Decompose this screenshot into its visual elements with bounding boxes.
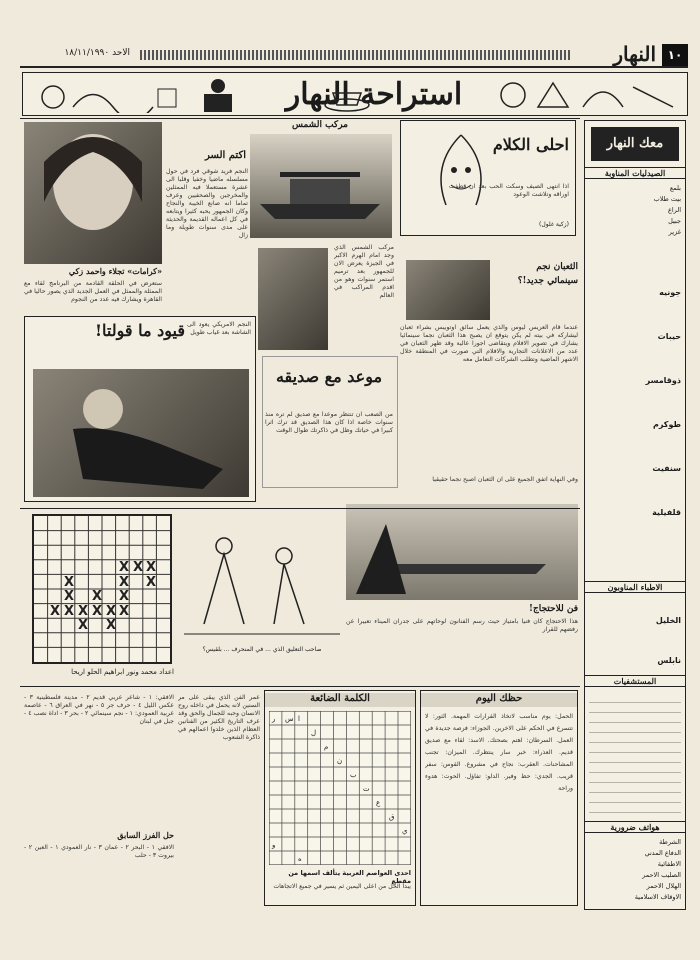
lower-left-text: الافقي: ١ - شاعر عربي قديم ٢ - مدينة فلسطينية ٣ - عكس الليل ٤ - حرف جر ٥ - نهر في العراق ٦ - عاصمة عربية العمودي: ١ - نجم سينمائي ٢ - بحر ٣ - اداة نصب ٤ - جبل في لبنان xyxy=(24,694,174,725)
cartoon-head-text: اذا انتهى الصيف وسكت الحب بعد ان قطفت اوراقه وتلاشت الوعود xyxy=(449,183,569,198)
region-item: سنفيت xyxy=(652,464,681,473)
region-item: نابلس xyxy=(657,656,681,665)
svg-text:ب: ب xyxy=(350,771,357,779)
region-item: جونيه xyxy=(659,288,681,297)
banner-title: استراحة النهار xyxy=(285,77,463,112)
doctors-title: الاطباء المناوبون xyxy=(585,581,685,593)
svg-text:X: X xyxy=(119,560,130,575)
svg-text:X: X xyxy=(133,560,144,575)
hospitals-list xyxy=(589,693,681,813)
region-item: طوكرم xyxy=(652,420,681,429)
svg-text:X: X xyxy=(106,604,117,619)
puzzle-grid[interactable] xyxy=(32,514,172,664)
paper-name: النهار xyxy=(613,42,656,66)
svg-text:X: X xyxy=(92,604,103,619)
middle-text: وفي النهاية اتفق الجميع على ان الثعبان اصبح نجما حقيقيا xyxy=(432,476,578,483)
phones-title: هواتف ضرورية xyxy=(585,821,685,833)
puzzle-grid-drawing xyxy=(34,516,170,662)
middle-lower-text: عمر الفن الذي يبقى على مر السنين لانه يحمل في داخله روح الانسان وحبه للجمال والحق وقد عرف التاريخ الكثير من الفنانين العظام الذين خلدوا اعمالهم في ذاكرة الشعوب xyxy=(178,694,260,741)
puzzle-credit: اعداد محمد ونور ابراهيم الحلو اريحا xyxy=(71,668,174,676)
sidebar xyxy=(584,120,686,910)
protest-text: هذا الاحتجاج كان فنيا بامتياز حيث رسم الفنانون لوحاتهم على جدران الميناء تعبيرا عن رفضهم للقرار xyxy=(346,618,578,633)
pharmacy-item: غزير xyxy=(668,228,681,236)
cartoon-head-title: احلى الكلام xyxy=(492,135,569,154)
snake-text: عندما قام العريس ليوس والذي يعمل سائق اوتوبيس بشراء ثعبان ليشاركه في بيته لم يكن يتوقع ان يصبح هذا الثعبان نجما سينمائيا يشارك في تصوير الافلام ويتقاضى اجورا عالية وقد ظهر الثعبان في عدد من الاعلانات التجارية والافلام التي صورت في المنطقة خلال الاشهر الماضية وتطلب الشركات التعامل معه xyxy=(400,324,578,363)
svg-text:ن: ن xyxy=(337,757,343,765)
bitter-title: اكتم السر xyxy=(205,150,246,161)
pharmacy-item: جبيل xyxy=(668,217,681,225)
phone-item: الدفاع المدني xyxy=(644,849,681,857)
pharmacies-list xyxy=(589,183,681,243)
svg-text:X: X xyxy=(64,604,75,619)
phone-item: الاطفائية xyxy=(657,860,681,868)
banner-cartoon-right-icon xyxy=(493,77,678,113)
svg-text:X: X xyxy=(64,589,75,604)
hospitals-title: المستشفيات xyxy=(585,675,685,687)
phones-list xyxy=(589,837,681,907)
cartoon-head-box xyxy=(400,120,576,236)
date-friend-title: موعد مع صديقه xyxy=(275,367,383,386)
region-item: حيبات xyxy=(657,332,681,341)
pharmacy-item: بلمع xyxy=(669,184,681,192)
crossword-text: يبدأ الحل من اعلى اليمين ثم يسير في جميع الاتجاهات xyxy=(273,883,411,890)
travolta-photo xyxy=(33,369,249,497)
daily-luck-text: الحمل: يوم مناسب لاتخاذ القرارات المهمة. الثور: لا تتسرع في الحكم على الاخرين. الجوزاء: فرصة جديدة في العمل. السرطان: اهتم بصحتك. الاسد: لقاء مع صديق قديم. العذراء: خبر سار ينتظرك. الميزان: تجنب المشاحنات. العقرب: نجاح في مشروع. القوس: سفر قريب. الجدي: حظ وفير. الدلو: تفاؤل. الحوت: هدوء وراحة xyxy=(425,713,573,792)
region-item: قلفيلية xyxy=(652,508,681,517)
svg-text:و: و xyxy=(272,841,276,849)
masthead xyxy=(20,44,688,68)
crossword-clue: احدى العواصم العربية يتألف اسمها من مقطع xyxy=(288,869,411,885)
svg-text:X: X xyxy=(92,589,103,604)
svg-text:X: X xyxy=(146,575,157,590)
cartoon-head-author: (زكية غلول) xyxy=(539,221,569,228)
travolta-text: النجم الامريكي يعود الى الشاشة بعد غياب طويل xyxy=(187,321,251,336)
masthead-date: الاحد ١٨/١١/١٩٩٠ xyxy=(64,48,130,58)
boat-title: مركب الشمس xyxy=(292,120,348,130)
daily-luck-title: حظك اليوم xyxy=(421,693,577,707)
phone-item: الهلال الاحمر xyxy=(646,882,681,890)
bitter-text: النجم فريد شوقي فرد في حول مسلسله ماضيا وخفيا وقلبا الى عشرة مستعملا فيه الممثلين والمخرجين والصحفيين وعرف تماما انه صانع الخيبة والنجاح وكان الجمهور يحبه كثيرا ويتابعه في كل اعماله القديمة والحديثة على مدى سنوات طويلة وما زال xyxy=(166,168,248,239)
daily-luck-box xyxy=(420,690,578,906)
coffee-cup-icon xyxy=(323,87,371,113)
svg-text:X: X xyxy=(64,575,75,590)
snake-photo xyxy=(406,260,490,320)
actress-photo xyxy=(24,122,162,264)
couple-photo xyxy=(258,248,328,350)
svg-text:ت: ت xyxy=(363,785,370,793)
divider xyxy=(20,118,580,119)
regions-list xyxy=(589,271,681,651)
svg-text:X: X xyxy=(106,618,117,633)
page-number: ١٠ xyxy=(662,44,688,66)
banner-figure-icon xyxy=(188,77,248,113)
travolta-box xyxy=(24,316,256,502)
divider xyxy=(20,686,580,687)
prev-solution-title: حل الفرز السابق xyxy=(117,830,174,840)
svg-text:X: X xyxy=(50,604,61,619)
prev-solution-text: الافقي ١ - البحر ٢ - عمان ٣ - نار العمودي ١ - العين ٢ - بيروت ٣ - حلب xyxy=(24,844,174,859)
svg-text:X: X xyxy=(119,604,130,619)
doctor-regions xyxy=(589,601,681,681)
pharmacies-title: الصيدليات المناوبة xyxy=(585,167,685,179)
svg-text:ل: ل xyxy=(311,729,317,737)
boat-photo xyxy=(250,134,392,238)
date-friend-box xyxy=(262,356,398,488)
crossword-grid[interactable] xyxy=(269,711,411,865)
crossword-title: الكلمة الضائعة xyxy=(265,693,415,707)
boat-text: مركب الشمس الذي وجد امام الهرم الاكبر في الجيزة يعرض الان للجمهور بعد ترميم استمر سنوات وهو من اقدم المراكب في العالم xyxy=(334,244,394,299)
svg-text:ا: ا xyxy=(298,715,300,723)
svg-text:ه: ه xyxy=(298,855,302,863)
sidebar-logo: معك النهار xyxy=(591,127,679,161)
cartoon-drawing-icon xyxy=(184,514,340,644)
actress-caption: «كرامات» تجلاء واحمد زكي xyxy=(68,266,162,276)
section-banner xyxy=(22,72,688,116)
region-item: الخليل xyxy=(655,616,681,625)
date-friend-text: من الصعب ان تنتظر موعدا مع صديق لم تره منذ سنوات خاصة اذا كان هذا الصديق قد ترك اثرا كبيرا في حياتك وظل في ذاكرتك طوال الوقت xyxy=(265,411,393,434)
phone-item: الشرطة xyxy=(659,838,681,846)
svg-text:م: م xyxy=(324,743,329,751)
pharmacy-item: الراع xyxy=(667,206,681,214)
phone-item: الصليب الاحمر xyxy=(642,871,681,879)
snake-title-1: الثعبان نجم xyxy=(536,262,578,272)
divider xyxy=(20,508,580,509)
svg-text:X: X xyxy=(119,575,130,590)
svg-text:X: X xyxy=(146,560,157,575)
actress-text: ستعرض في الحلقة القادمة من البرنامج لقاء مع الممثلة والممثل في العمل الجديد الذي يصور حاليا في القاهرة ويشارك فيه عدد من النجوم xyxy=(24,280,162,303)
pharmacy-item: بيت طلاب xyxy=(653,195,681,203)
svg-text:X: X xyxy=(78,604,89,619)
svg-text:س: س xyxy=(285,715,294,723)
svg-text:ي: ي xyxy=(402,827,408,835)
banner-cartoon-left-icon xyxy=(33,77,183,113)
phone-item: الاوقاف الاسلامية xyxy=(634,893,681,901)
cartoon-panel xyxy=(184,514,340,664)
svg-text:X: X xyxy=(119,589,130,604)
svg-text:ع: ع xyxy=(376,799,381,807)
snake-title-2: سينمائي جديد!؟ xyxy=(517,276,578,286)
travolta-title: قيود ما قولتا! xyxy=(95,321,185,340)
protest-title: فن للاحتجاج! xyxy=(529,604,578,614)
cartoon-caption: صاحب التعليق الذي ... في المنحرف ... بلقيس؟ xyxy=(202,646,322,653)
svg-text:ر: ر xyxy=(272,715,276,723)
svg-text:X: X xyxy=(78,618,89,633)
svg-text:ق: ق xyxy=(389,813,395,821)
masthead-rule xyxy=(140,50,570,60)
crossword-box xyxy=(264,690,416,906)
region-item: ذوقامسر xyxy=(645,376,681,385)
ship-photo xyxy=(346,504,578,600)
